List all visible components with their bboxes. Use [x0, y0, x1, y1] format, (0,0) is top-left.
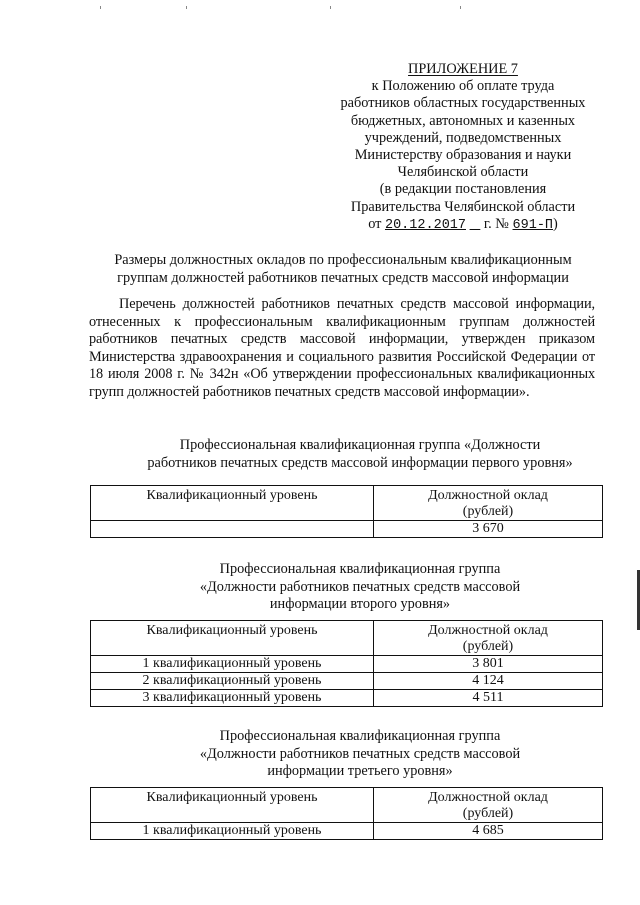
table-row	[91, 656, 603, 673]
appendix-line: к Положению об оплате труда	[371, 78, 555, 95]
group3-table	[90, 787, 603, 840]
appendix-line: учреждений, подведомственных	[364, 129, 562, 146]
salary-header-line: Должностной оклад	[428, 623, 548, 638]
column-header-level: Квалификационный уровень	[91, 486, 374, 521]
group-title-line: Профессиональная квалификационная группа «Должности	[179, 437, 541, 453]
salary-header-line: (рублей)	[462, 504, 514, 519]
salary-header-line: (рублей)	[462, 639, 514, 654]
scan-artifact	[186, 6, 187, 9]
group-title-line: «Должности работников печатных средств массовой	[199, 578, 521, 595]
closing-paren: )	[553, 215, 558, 232]
level-cell	[91, 521, 374, 538]
column-header-salary	[374, 486, 603, 521]
group3-title	[120, 728, 600, 781]
column-header-salary	[374, 621, 603, 656]
table-row	[91, 673, 603, 690]
table-header-row	[91, 621, 603, 656]
appendix-line: Челябинской области	[397, 164, 529, 181]
group-title-line: работников печатных средств массовой информации первого уровня»	[147, 454, 573, 471]
number-value: 691-П	[512, 217, 554, 233]
salary-header-line: Должностной оклад	[428, 790, 548, 805]
column-header-salary	[374, 788, 603, 823]
salary-cell: 4 685	[374, 823, 603, 840]
heading-line: группам должностей работников печатных средств массовой информации	[117, 269, 569, 286]
salary-cell: 3 670	[374, 521, 603, 538]
appendix-line: (в редакции постановления	[379, 181, 547, 198]
table-row	[91, 521, 603, 538]
scan-artifact	[330, 6, 331, 9]
salary-cell: 3 801	[374, 656, 603, 673]
document-heading	[90, 252, 596, 287]
heading-line: Размеры должностных окладов по профессиональным квалификационным	[114, 252, 572, 268]
level-cell: 2 квалификационный уровень	[91, 673, 374, 690]
salary-header-line: (рублей)	[462, 806, 514, 821]
scan-artifact	[460, 6, 461, 9]
appendix-line: работников областных государственных	[340, 95, 586, 112]
appendix-line: бюджетных, автономных и казенных	[350, 112, 576, 129]
column-header-level: Квалификационный уровень	[91, 621, 374, 656]
salary-header-line: Должностной оклад	[428, 488, 548, 503]
group-title-line: информации третьего уровня»	[267, 763, 453, 779]
number-prefix: г. №	[483, 215, 509, 232]
group2-title	[120, 561, 600, 614]
scan-artifact	[100, 6, 101, 9]
group-title-line: Профессиональная квалификационная группа	[219, 561, 501, 577]
group-title-line: Профессиональная квалификационная группа	[219, 728, 501, 744]
intro-paragraph: Перечень должностей работников печатных средств массовой информации, отнесенных к профессиональным квалификационным группам должностей работников печатных средств массовой информации, утвержден приказом Министерства здравоохранения и социального развития Российской Федерации от 18 июля 2008 г. № 342н «Об утверждении профессиональных квалификационных групп должностей работников печатных средств массовой информации».	[89, 296, 595, 400]
level-cell: 1 квалификационный уровень	[91, 656, 374, 673]
salary-cell: 4 124	[374, 673, 603, 690]
group-title-line: информации второго уровня»	[269, 596, 451, 612]
appendix-line: Правительства Челябинской области	[350, 198, 576, 215]
level-cell: 1 квалификационный уровень	[91, 823, 374, 840]
table-row	[91, 690, 603, 707]
appendix-date-row	[318, 216, 608, 234]
date-prefix: от	[368, 215, 382, 232]
date-value: 20.12.2017	[384, 217, 466, 233]
table-header-row	[91, 486, 603, 521]
appendix-line: Министерству образования и науки	[354, 147, 572, 164]
group1-table	[90, 485, 603, 538]
appendix-header	[318, 61, 608, 234]
table-header-row	[91, 788, 603, 823]
table-row	[91, 823, 603, 840]
group-title-line: «Должности работников печатных средств массовой	[199, 745, 521, 762]
appendix-title: ПРИЛОЖЕНИЕ 7	[408, 61, 518, 77]
group2-table	[90, 620, 603, 707]
column-header-level: Квалификационный уровень	[91, 788, 374, 823]
salary-cell: 4 511	[374, 690, 603, 707]
group1-title	[120, 437, 600, 472]
level-cell: 3 квалификационный уровень	[91, 690, 374, 707]
